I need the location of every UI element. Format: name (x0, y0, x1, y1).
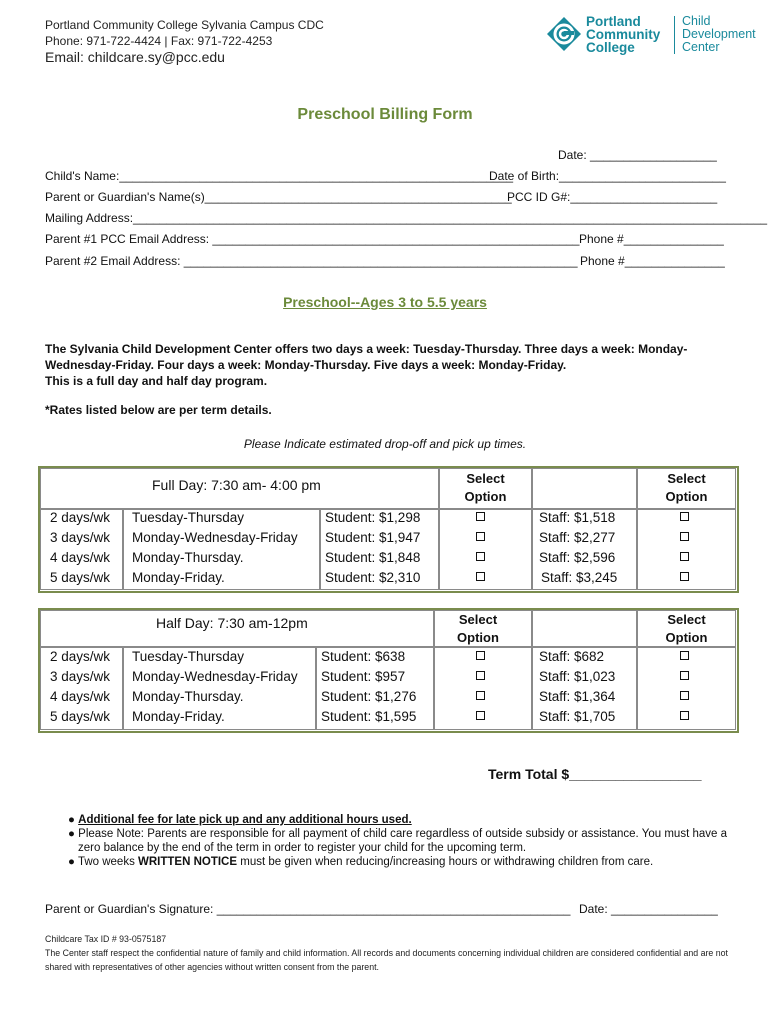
half-day-staff-checkbox[interactable] (680, 651, 689, 660)
half-day-staff-header (532, 610, 637, 647)
signature-date-field[interactable]: Date: ________________ (579, 902, 718, 916)
half-day-staff-checkbox[interactable] (680, 671, 689, 680)
program-days-text: The Sylvania Child Development Center offers two days a week: Tuesday-Thursday. Three days a week: Monday-Wednesday-Friday. Four days a week: Monday-Thursday. Five days a week: Monday-Friday. (45, 342, 688, 372)
footer (45, 932, 745, 974)
logo-divider (674, 16, 675, 54)
note-late-fee: ● Additional fee for late pick up and any additional hours used. (68, 814, 412, 826)
pcc-logo-icon (546, 16, 582, 52)
logo-cdc-center: Center (682, 40, 720, 54)
dropoff-instruction: Please Indicate estimated drop-off and pick up times. (243, 437, 527, 451)
half-day-student-checkbox[interactable] (476, 711, 485, 720)
pcc-id-field[interactable]: PCC ID G#:______________________ (507, 190, 718, 204)
half-day-student-checkbox[interactable] (476, 671, 485, 680)
confidentiality-note: The Center staff respect the confidential nature of family and child information. All records and documents concerning individual children are considered confidential and are not shared with representatives of other agencies without written consent from the parent. (45, 948, 728, 972)
half-day-table: Half Day: 7:30 am-12pm Select Option Select Option 2 days/wk Tuesday-Thursday Student: $638 Staff: $682 3 days/wk Monday-Wednesday-Friday Student: $957 Staff: $1,023 4 days/wk Monday-Thursday. Student: $1,276 Staff: $1,364 5 days/wk Monday-Friday. Student: $1,595 Staff: $1,705 (38, 608, 739, 733)
half-day-staff-checkbox[interactable] (680, 691, 689, 700)
full-day-select-label-2: Select Option (665, 471, 708, 504)
mailing-address-field[interactable]: Mailing Address:_______________________________________________________________________________________________ (45, 211, 768, 225)
rates-note: *Rates listed below are per term details. (45, 403, 272, 417)
pcc-cdc-logo (546, 14, 756, 56)
full-day-select-label-1: Select Option (464, 471, 507, 504)
parent1-email-field[interactable]: Parent #1 PCC Email Address: _______________________________________________________ (45, 232, 580, 246)
full-day-staff-header (532, 468, 637, 509)
full-day-table: Full Day: 7:30 am- 4:00 pm Select Option Select Option 2 days/wk Tuesday-Thursday Student: $1,298 Staff: $1,518 3 days/wk Monday-Wednesday-Friday Student: $1,947 Staff: $2,277 4 days/wk Monday-Thursday. Student: $1,848 Staff: $2,596 5 days/wk Monday-Friday. Student: $2,310 Staff: $3,245 (38, 466, 739, 593)
term-total-field[interactable]: Term Total $_________________ (488, 766, 702, 782)
guardian-name-field[interactable]: Parent or Guardian's Name(s)______________________________________________ (45, 190, 512, 204)
full-day-student-checkbox[interactable] (476, 512, 485, 521)
half-day-staff-checkbox[interactable] (680, 711, 689, 720)
date-field[interactable]: Date: ___________________ (558, 148, 717, 162)
full-day-title: Full Day: 7:30 am- 4:00 pm (152, 477, 321, 493)
half-day-student-checkbox[interactable] (476, 691, 485, 700)
parent1-phone-field[interactable]: Phone #_______________ (579, 232, 724, 246)
full-day-staff-checkbox[interactable] (680, 512, 689, 521)
email-address: Email: childcare.sy@pcc.edu (45, 49, 225, 65)
half-day-select-label-2: Select Option (665, 612, 708, 645)
parent2-phone-field[interactable]: Phone #_______________ (580, 254, 725, 268)
full-day-student-checkbox[interactable] (476, 552, 485, 561)
half-day-title: Half Day: 7:30 am-12pm (156, 615, 308, 631)
full-day-staff-checkbox[interactable] (680, 572, 689, 581)
note-written-notice: ● Two weeks WRITTEN NOTICE must be given when reducing/increasing hours or withdrawing children from care. (68, 856, 654, 868)
notes-list (68, 813, 728, 869)
tax-id: Childcare Tax ID # 93-0575187 (45, 934, 167, 944)
full-day-staff-checkbox[interactable] (680, 532, 689, 541)
logo-cdc-development: Development (682, 27, 756, 41)
parent2-email-field[interactable]: Parent #2 Email Address: ___________________________________________________________ (45, 254, 578, 268)
page-title: Preschool Billing Form (297, 106, 473, 123)
logo-word-college: College (586, 40, 635, 55)
full-day-staff-checkbox[interactable] (680, 552, 689, 561)
logo-cdc-child: Child (682, 14, 711, 28)
child-name-field[interactable]: Child's Name:___________________________________________________________ (45, 169, 514, 183)
center-name: Portland Community College Sylvania Campus CDC (45, 18, 324, 32)
phone-fax: Phone: 971-722-4424 | Fax: 971-722-4253 (45, 34, 273, 48)
dob-field[interactable]: Date of Birth:_________________________ (489, 169, 726, 183)
program-description (45, 341, 735, 389)
logo-word-community: Community (586, 27, 661, 42)
note-payment: ● Please Note: Parents are responsible for all payment of child care regardless of outside subsidy or assistance. You must have a zero balance by the end of the term in order to register your child for the upcoming term. (68, 828, 727, 854)
guardian-signature-field[interactable]: Parent or Guardian's Signature: _____________________________________________________ (45, 902, 571, 916)
half-day-student-checkbox[interactable] (476, 651, 485, 660)
program-subtitle: Preschool--Ages 3 to 5.5 years (283, 294, 487, 310)
half-day-select-label-1: Select Option (457, 612, 499, 645)
full-day-student-checkbox[interactable] (476, 532, 485, 541)
program-type-text: This is a full day and half day program. (45, 374, 268, 388)
full-day-student-checkbox[interactable] (476, 572, 485, 581)
logo-word-portland: Portland (586, 14, 641, 29)
